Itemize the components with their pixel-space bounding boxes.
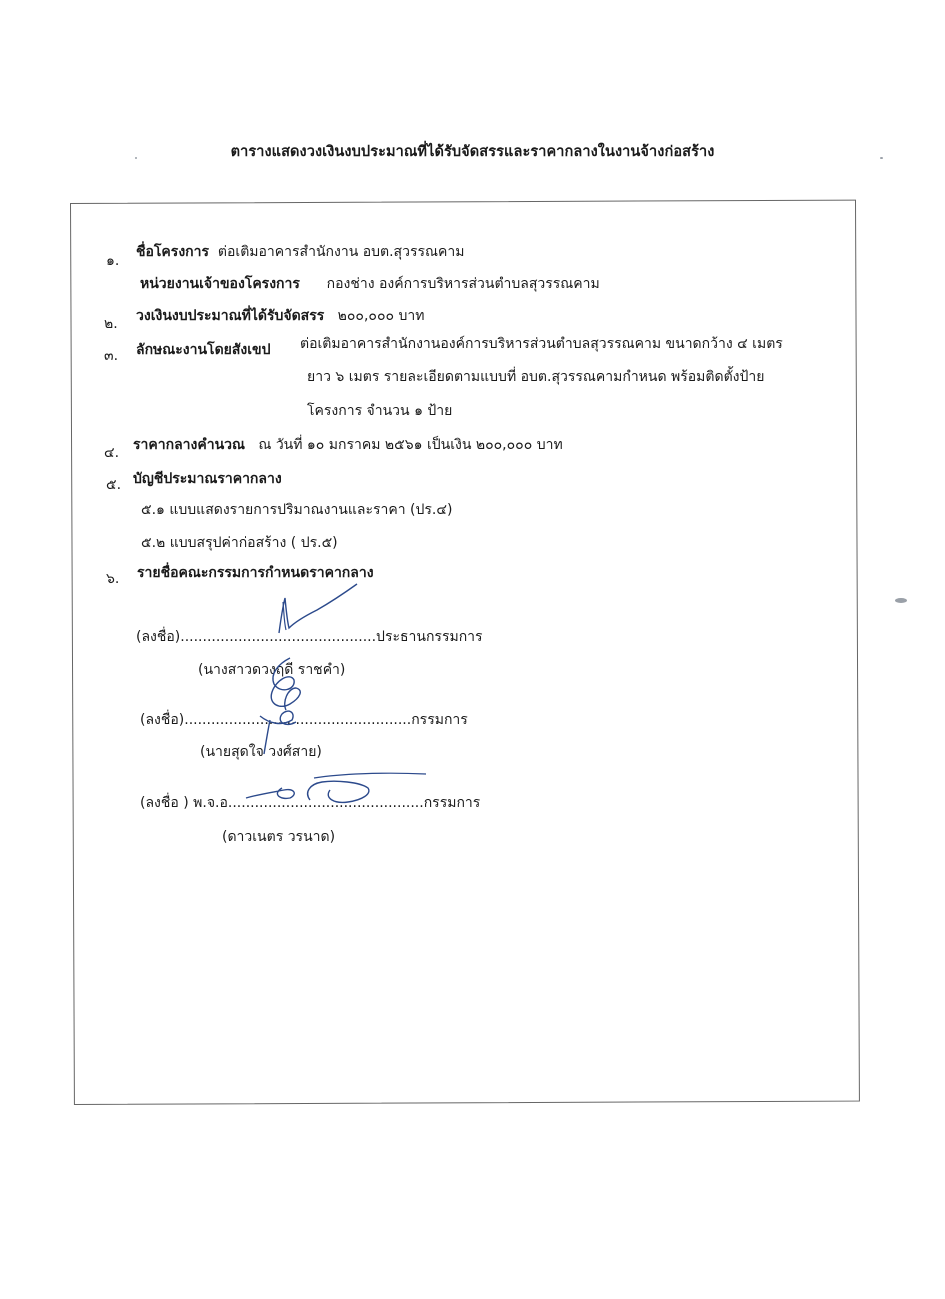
project-owner-row — [140, 273, 600, 295]
signature-2-name: (นายสุดใจ วงศ์สาย) — [200, 744, 322, 760]
work-description-line-3: โครงการ จำนวน ๑ ป้าย — [307, 403, 453, 419]
item-2-row — [136, 305, 424, 327]
signature-3-name: (ดาวเนตร วรนาด) — [222, 829, 336, 845]
item-1-row — [136, 241, 464, 263]
scan-speck — [895, 598, 907, 603]
price-estimate-sub-1: ๕.๑ แบบแสดงรายการปริมาณงานและราคา (ปร.๔) — [141, 502, 453, 518]
scan-speck — [135, 157, 137, 159]
item-2-number: ๒. — [104, 316, 118, 332]
item-3-number: ๓. — [104, 348, 119, 364]
committee-label: รายชื่อคณะกรรมการกำหนดราคากลาง — [137, 565, 374, 581]
signature-2-line: (ลงชื่อ)...................................................กรรมการ — [140, 712, 468, 728]
median-price-label: ราคากลางคำนวณ — [133, 437, 246, 453]
signature-1-name: (นางสาวดวงฤดี ราชคำ) — [198, 662, 346, 678]
project-owner-label: หน่วยงานเจ้าของโครงการ — [140, 276, 300, 292]
scan-speck — [880, 157, 883, 159]
budget-label: วงเงินงบประมาณที่ได้รับจัดสรร — [136, 308, 325, 324]
signature-3-line: (ลงชื่อ ) พ.จ.อ............................................กรรมการ — [140, 795, 481, 811]
median-price-value: ณ วันที่ ๑๐ มกราคม ๒๕๖๑ เป็นเงิน ๒๐๐,๐๐๐ บาท — [258, 437, 563, 453]
project-owner-value: กองช่าง องค์การบริหารส่วนตำบลสุวรรณคาม — [326, 276, 600, 292]
signature-3-mark — [240, 764, 440, 814]
signature-2-mark — [230, 650, 330, 760]
project-name-value: ต่อเติมอาคารสำนักงาน อบต.สุวรรณคาม — [217, 244, 465, 260]
item-1-number: ๑. — [106, 253, 120, 269]
work-description-line-2: ยาว ๖ เมตร รายละเอียดตามแบบที่ อบต.สุวรรณคามกำหนด พร้อมติดตั้งป้าย — [307, 369, 765, 385]
item-4-row — [133, 434, 563, 456]
price-estimate-sub-2: ๕.๒ แบบสรุปค่าก่อสร้าง ( ปร.๕) — [141, 535, 338, 551]
item-6-number: ๖. — [106, 571, 120, 587]
document-title: ตารางแสดงวงเงินงบประมาณที่ได้รับจัดสรรและราคากลางในงานจ้างก่อสร้าง — [230, 144, 715, 160]
budget-value: ๒๐๐,๐๐๐ บาท — [337, 308, 425, 324]
work-description-label: ลักษณะงานโดยสังเขป — [136, 342, 271, 358]
price-estimate-label: บัญชีประมาณราคากลาง — [133, 471, 282, 487]
item-4-number: ๔. — [104, 445, 120, 461]
signature-1-mark — [265, 578, 375, 648]
work-description-line-1: ต่อเติมอาคารสำนักงานองค์การบริหารส่วนตำบลสุวรรณคาม ขนาดกว้าง ๔ เมตร — [300, 336, 783, 352]
item-5-number: ๕. — [106, 477, 122, 493]
project-name-label: ชื่อโครงการ — [136, 244, 210, 260]
signature-1-line: (ลงชื่อ)............................................ประธานกรรมการ — [136, 629, 483, 645]
